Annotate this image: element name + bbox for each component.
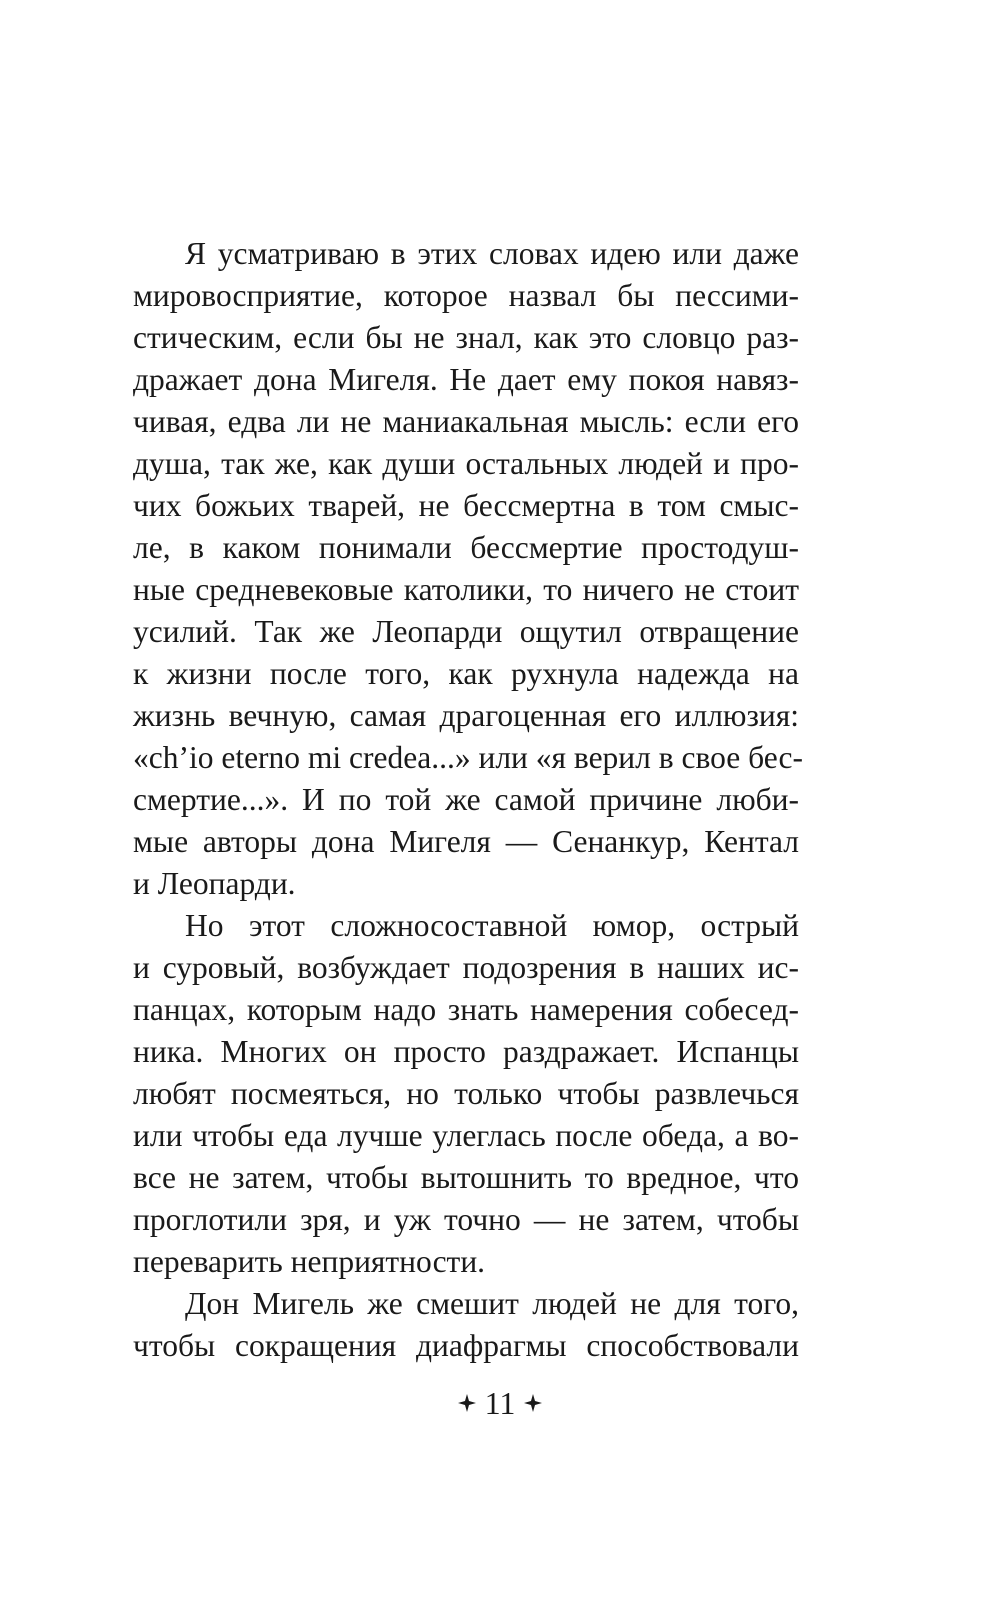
text-line: проглотили зря, и уж точно — не затем, чтобы: [133, 1202, 799, 1237]
text-line: и Леопарди.: [133, 866, 296, 901]
text-line: стическим, если бы не знал, как это словцо раз-: [133, 320, 799, 355]
text-line: ле, в каком понимали бессмертие простодуш-: [133, 530, 799, 565]
text-line: мировосприятие, которое назвал бы пессими-: [133, 278, 799, 313]
page-number: 11: [484, 1385, 516, 1421]
text-line: все не затем, чтобы вытошнить то вредное, что: [133, 1160, 799, 1195]
text-line: панцах, которым надо знать намерения собесед-: [133, 992, 799, 1027]
page-footer: [0, 1381, 1000, 1425]
text-line: усилий. Так же Леопарди ощутил отвращение: [133, 614, 799, 649]
text-line: Но этот сложносоставной юмор, острый: [185, 908, 799, 943]
text-line: Дон Мигель же смешит людей не для того,: [185, 1286, 799, 1321]
text-line: «ch’io eterno mi credea...» или «я верил в свое бес-: [133, 740, 803, 775]
text-line: жизнь вечную, самая драгоценная его иллюзия:: [133, 698, 799, 733]
text-line: переварить неприятности.: [133, 1244, 486, 1279]
text-line: и суровый, возбуждает подозрения в наших ис-: [133, 950, 799, 985]
text-line: к жизни после того, как рухнула надежда на: [133, 656, 799, 691]
text-line: Я усматриваю в этих словах идею или даже: [185, 236, 799, 271]
text-line: или чтобы еда лучше улеглась после обеда, а во-: [133, 1118, 799, 1153]
text-line: дражает дона Мигеля. Не дает ему покоя навяз-: [133, 362, 799, 397]
text-line: мые авторы дона Мигеля — Сенанкур, Кентал: [133, 824, 799, 859]
text-line: любят посмеяться, но только чтобы развлечься: [133, 1076, 799, 1111]
text-line: чих божьих тварей, не бессмертна в том смыс-: [133, 488, 799, 523]
four-point-star-icon: [457, 1393, 477, 1413]
text-line: смертие...». И по той же самой причине люби-: [133, 782, 799, 817]
text-line: ника. Многих он просто раздражает. Испанцы: [133, 1034, 799, 1069]
body-text: [133, 233, 803, 1367]
text-line: чтобы сокращения диафрагмы способствовали: [133, 1328, 799, 1363]
text-line: чивая, едва ли не маниакальная мысль: если его: [133, 404, 799, 439]
text-line: ные средневековые католики, то ничего не стоит: [133, 572, 799, 607]
four-point-star-icon: [523, 1393, 543, 1413]
text-line: душа, так же, как души остальных людей и про-: [133, 446, 799, 481]
